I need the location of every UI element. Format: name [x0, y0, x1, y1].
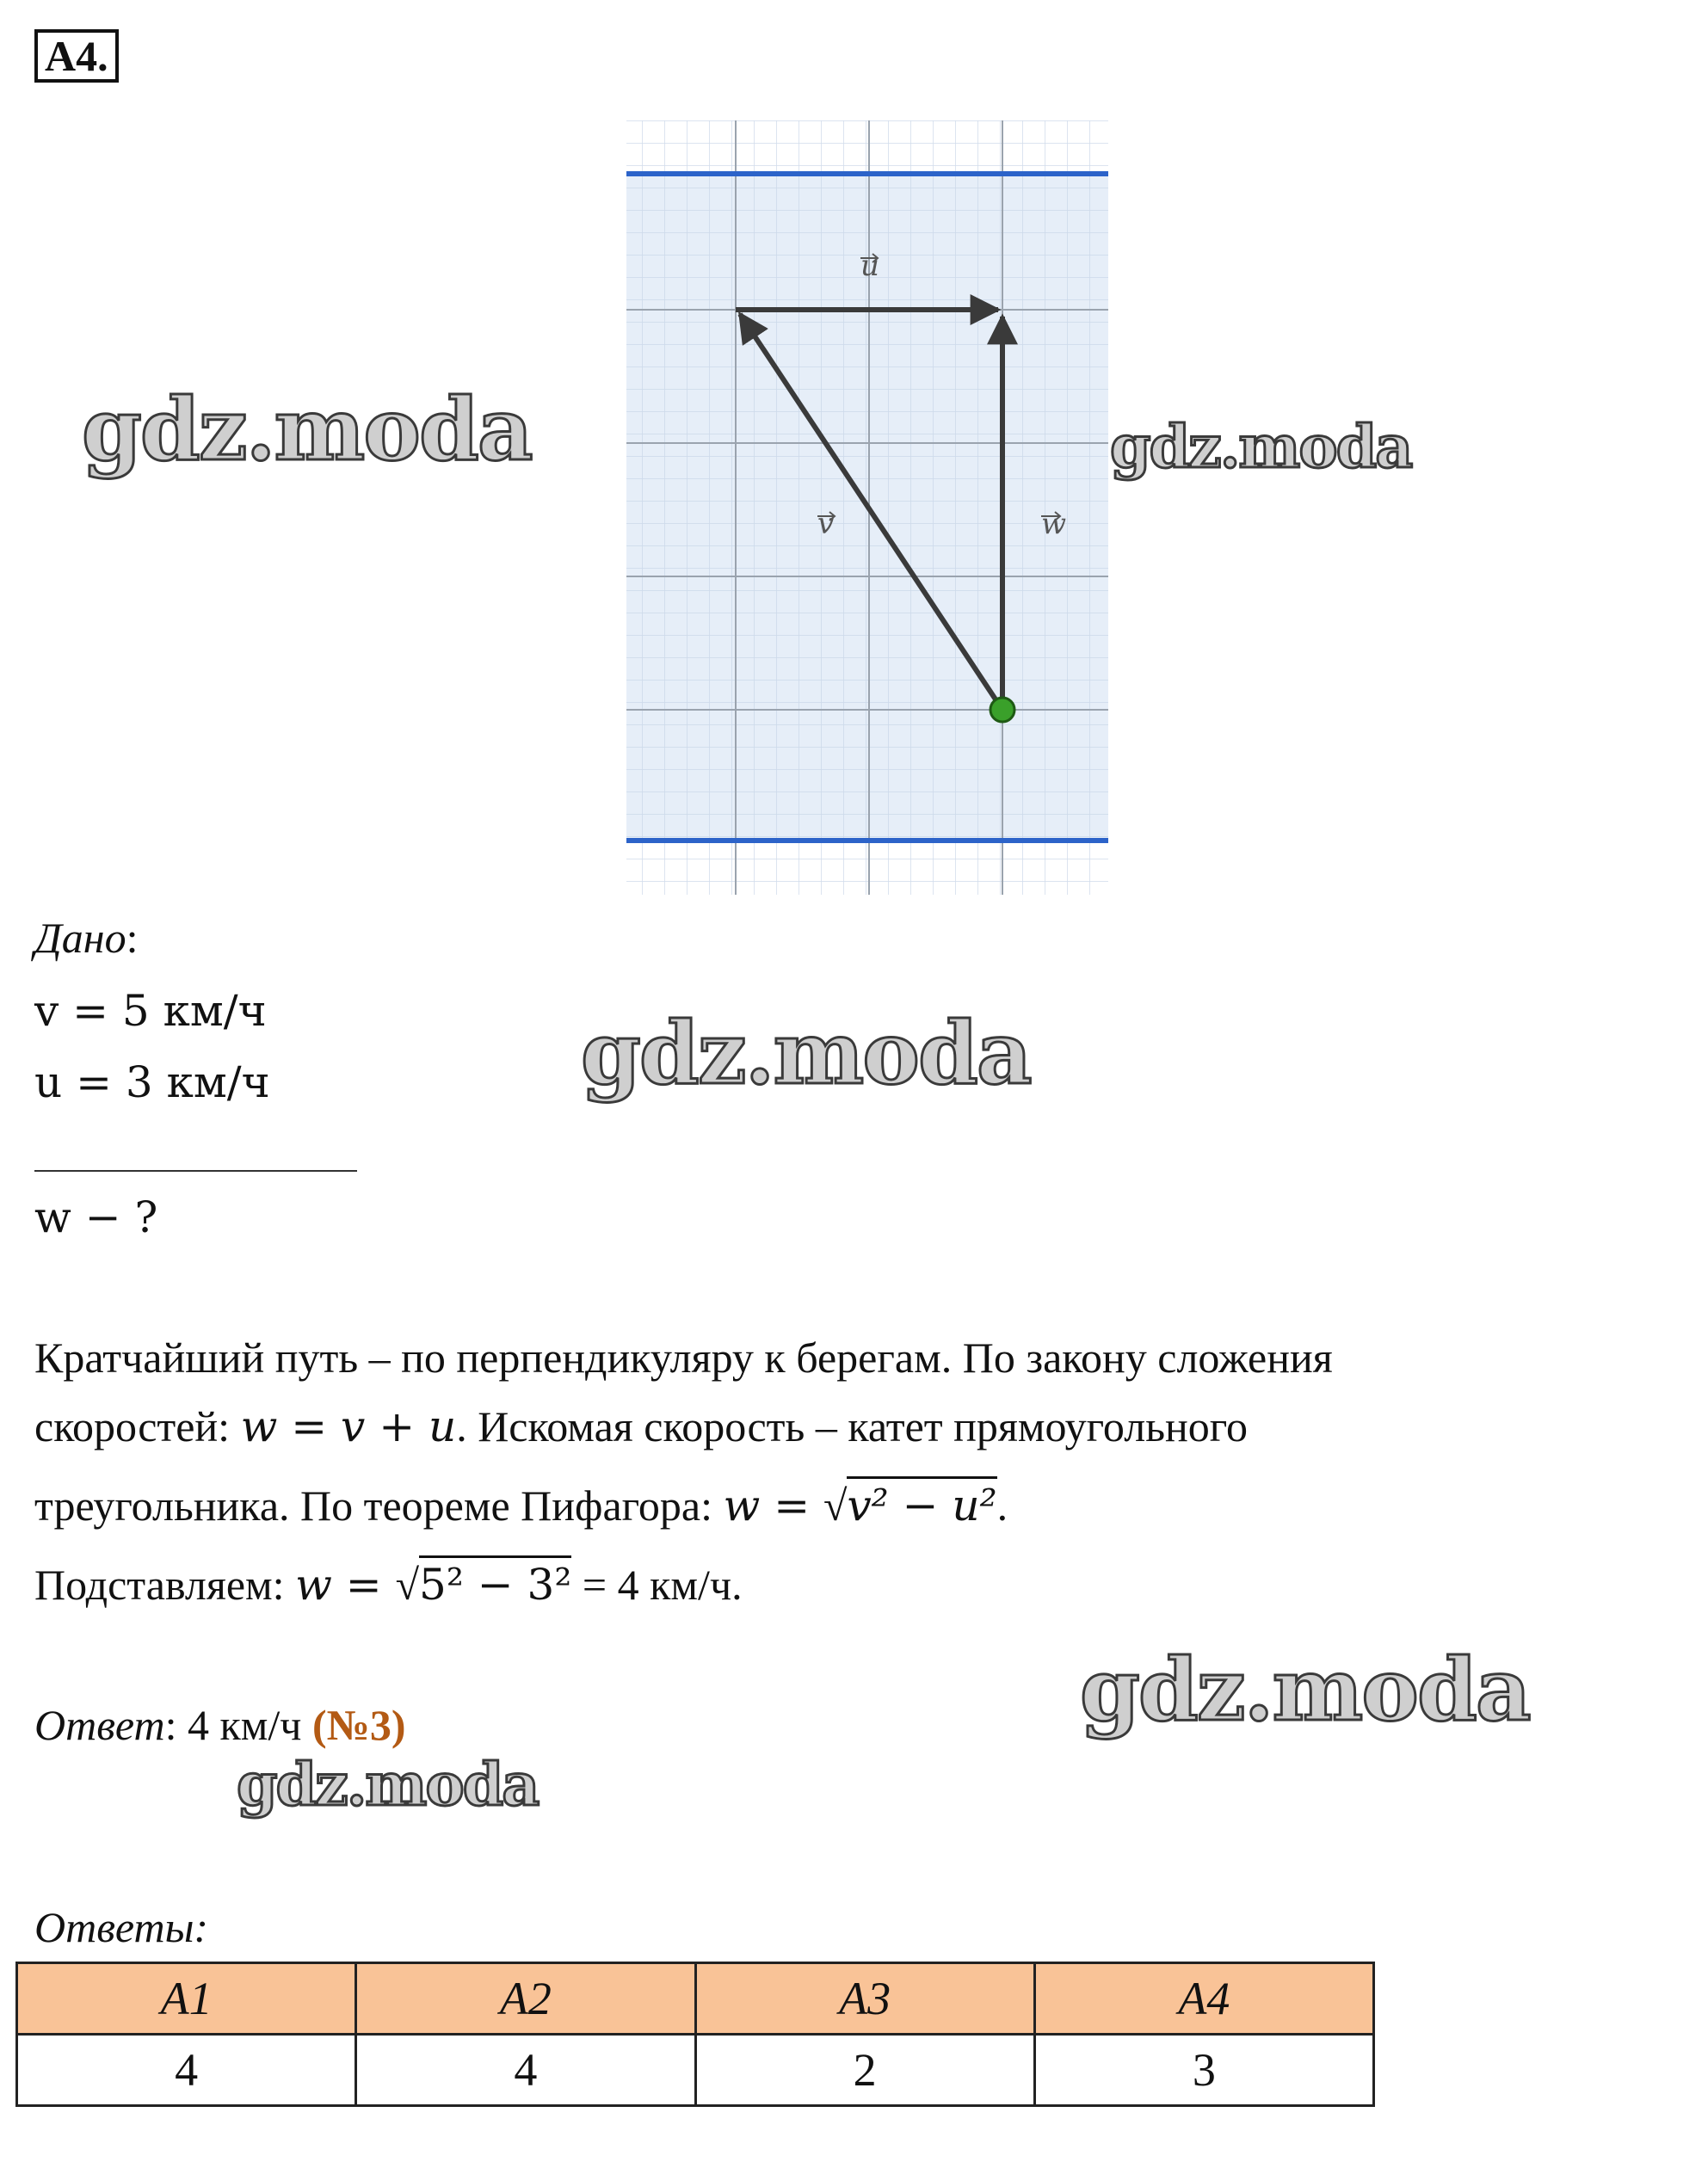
solution-line-3: треугольника. По теореме Пифагора: w = √v² − u². [34, 1480, 1008, 1531]
label-w: w [1041, 507, 1067, 541]
vector-sum-formula: w = v + u [240, 1401, 457, 1451]
answers-value-cell: 2 [695, 2035, 1034, 2106]
watermark-2: gdz.moda [1110, 413, 1412, 482]
answers-table-row [17, 2035, 1374, 2106]
given-header: Дано: [34, 914, 139, 962]
answers-title: Ответы: [34, 1903, 209, 1951]
task-label: А4. [34, 29, 119, 83]
solution-line-3-suffix: . [996, 1481, 1008, 1530]
solution-line-1: Кратчайший путь – по перпендикуляру к берегам. По закону сложения [34, 1333, 1333, 1382]
label-v: v [817, 507, 835, 541]
answers-value-cell: 3 [1034, 2035, 1373, 2106]
watermark-1: gdz.moda [82, 379, 532, 480]
watermark-3: gdz.moda [581, 1002, 1031, 1104]
substitution-root: 5² − 3² [419, 1555, 571, 1610]
answers-value-cell: 4 [356, 2035, 695, 2106]
answer-label: Ответ [34, 1701, 165, 1749]
start-point [990, 698, 1014, 722]
given-v: v = 5 км/ч [34, 986, 267, 1036]
watermark-5: gdz.moda [237, 1751, 539, 1820]
solution-line-2-prefix: скоростей: [34, 1402, 241, 1450]
given-header-text: Дано [34, 914, 126, 962]
given-u: u = 3 км/ч [34, 1057, 270, 1107]
find-w: w − ? [34, 1192, 158, 1242]
pythagoras-root: v² − u² [847, 1476, 996, 1531]
solution-line-2 [34, 1401, 1248, 1452]
solution-line-3-prefix: треугольника. По теореме Пифагора: [34, 1481, 724, 1530]
answers-header-cell: А2 [356, 1963, 695, 2035]
answer-value: : 4 км/ч [164, 1701, 312, 1749]
substitution-result: = 4 км/ч. [571, 1561, 743, 1609]
solution-line-4-prefix: Подставляем: [34, 1561, 296, 1609]
watermark-4: gdz.moda [1080, 1639, 1530, 1740]
answers-table-header [17, 1963, 1374, 2035]
answers-value-cell: 4 [17, 2035, 356, 2106]
pythagoras-lhs: w = [723, 1481, 823, 1531]
answers-header-cell: А4 [1034, 1963, 1373, 2035]
answers-table [15, 1962, 1375, 2107]
answers-header-cell: А1 [17, 1963, 356, 2035]
label-u: u [860, 249, 879, 283]
given-divider [34, 1170, 357, 1172]
solution-line-4: Подставляем: w = √5² − 3² = 4 км/ч. [34, 1559, 743, 1611]
solution-line-2-suffix: . Искомая скорость – катет прямоугольного [456, 1402, 1249, 1450]
vector-diagram [620, 120, 1114, 895]
answer-line [34, 1699, 405, 1751]
substitution-lhs: w = [295, 1560, 396, 1610]
answer-number: (№3) [311, 1701, 406, 1749]
answers-header-cell: А3 [695, 1963, 1034, 2035]
